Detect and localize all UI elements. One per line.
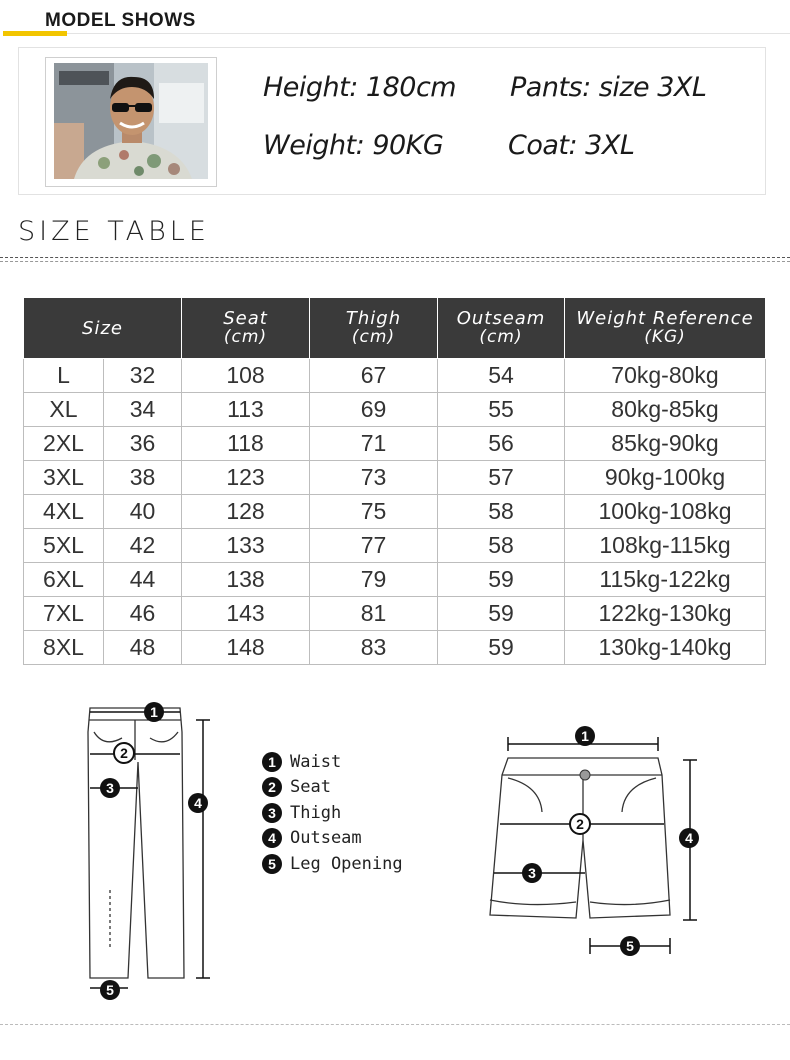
- header-thigh: Thigh (cm): [310, 298, 438, 359]
- cell-weight: 90kg-100kg: [565, 461, 766, 495]
- cell-num: 40: [104, 495, 182, 529]
- cell-num: 34: [104, 393, 182, 427]
- header-size: Size: [24, 298, 182, 359]
- shorts-diagram: [480, 720, 705, 960]
- table-row: [24, 393, 766, 427]
- cell-thigh: 71: [310, 427, 438, 461]
- title-accent-bar: [3, 31, 67, 36]
- legend-label: Waist: [290, 751, 342, 772]
- cell-seat: 128: [182, 495, 310, 529]
- cell-weight: 85kg-90kg: [565, 427, 766, 461]
- legend-number: 1: [262, 752, 282, 772]
- cell-outseam: 59: [438, 563, 565, 597]
- marker-1: 1: [150, 704, 158, 720]
- cell-weight: 115kg-122kg: [565, 563, 766, 597]
- cell-weight: 70kg-80kg: [565, 359, 766, 393]
- cell-seat: 148: [182, 631, 310, 665]
- cell-weight: 122kg-130kg: [565, 597, 766, 631]
- marker-2: 2: [120, 745, 128, 761]
- header-outseam: Outseam (cm): [438, 298, 565, 359]
- legend-number: 5: [262, 854, 282, 874]
- cell-thigh: 75: [310, 495, 438, 529]
- cell-size: XL: [24, 393, 104, 427]
- cell-thigh: 77: [310, 529, 438, 563]
- legend-number: 4: [262, 828, 282, 848]
- cell-size: 8XL: [24, 631, 104, 665]
- cell-seat: 143: [182, 597, 310, 631]
- cell-thigh: 79: [310, 563, 438, 597]
- cell-seat: 133: [182, 529, 310, 563]
- cell-thigh: 69: [310, 393, 438, 427]
- cell-thigh: 67: [310, 359, 438, 393]
- model-photo: [54, 63, 208, 179]
- model-shows-title: MODEL SHOWS: [45, 10, 196, 31]
- model-height: Height: 180cm: [263, 72, 457, 103]
- cell-weight: 130kg-140kg: [565, 631, 766, 665]
- marker-3: 3: [106, 780, 114, 796]
- cell-size: L: [24, 359, 104, 393]
- table-row: [24, 359, 766, 393]
- table-row: [24, 461, 766, 495]
- table-body: [24, 359, 766, 665]
- model-pants-size: Pants: size 3XL: [510, 72, 707, 103]
- legend-label: Outseam: [290, 828, 362, 849]
- cell-outseam: 54: [438, 359, 565, 393]
- legend-number: 2: [262, 777, 282, 797]
- header-weight: Weight Reference (KG): [565, 298, 766, 359]
- cell-size: 6XL: [24, 563, 104, 597]
- shorts-button-icon: [580, 770, 590, 780]
- section-divider-secondary: [0, 261, 790, 262]
- table-row: [24, 631, 766, 665]
- cell-outseam: 59: [438, 597, 565, 631]
- cell-seat: 138: [182, 563, 310, 597]
- cell-size: 5XL: [24, 529, 104, 563]
- cell-thigh: 73: [310, 461, 438, 495]
- cell-thigh: 83: [310, 631, 438, 665]
- table-row: [24, 597, 766, 631]
- cell-num: 46: [104, 597, 182, 631]
- table-row: [24, 495, 766, 529]
- size-table-title: SIZE TABLE: [18, 216, 210, 247]
- size-table: [23, 297, 766, 665]
- cell-outseam: 55: [438, 393, 565, 427]
- legend-item-seat: [262, 775, 403, 801]
- legend-item-thigh: [262, 800, 403, 826]
- cell-size: 3XL: [24, 461, 104, 495]
- shorts-marker-1: 1: [581, 728, 589, 744]
- cell-outseam: 57: [438, 461, 565, 495]
- legend-label: Seat: [290, 777, 331, 798]
- cell-weight: 100kg-108kg: [565, 495, 766, 529]
- legend-label: Leg Opening: [290, 853, 403, 874]
- table-header-row: [24, 298, 766, 359]
- legend-item-outseam: [262, 826, 403, 852]
- cell-num: 48: [104, 631, 182, 665]
- cell-seat: 113: [182, 393, 310, 427]
- shorts-marker-3: 3: [528, 865, 536, 881]
- cell-outseam: 58: [438, 495, 565, 529]
- cell-seat: 118: [182, 427, 310, 461]
- bottom-divider: [0, 1024, 790, 1025]
- cell-outseam: 58: [438, 529, 565, 563]
- cell-seat: 123: [182, 461, 310, 495]
- cell-num: 36: [104, 427, 182, 461]
- cell-thigh: 81: [310, 597, 438, 631]
- cell-weight: 80kg-85kg: [565, 393, 766, 427]
- marker-5: 5: [106, 982, 114, 998]
- cell-seat: 108: [182, 359, 310, 393]
- table-row: [24, 427, 766, 461]
- cell-outseam: 59: [438, 631, 565, 665]
- cell-num: 44: [104, 563, 182, 597]
- legend-number: 3: [262, 803, 282, 823]
- table-row: [24, 529, 766, 563]
- table-row: [24, 563, 766, 597]
- section-divider: [0, 257, 790, 258]
- cell-weight: 108kg-115kg: [565, 529, 766, 563]
- shorts-marker-5: 5: [626, 938, 634, 954]
- cell-num: 38: [104, 461, 182, 495]
- cell-num: 42: [104, 529, 182, 563]
- cell-outseam: 56: [438, 427, 565, 461]
- model-coat-size: Coat: 3XL: [508, 130, 635, 161]
- header-seat: Seat (cm): [182, 298, 310, 359]
- legend-label: Thigh: [290, 802, 342, 823]
- shorts-marker-4: 4: [685, 830, 693, 846]
- legend-item-waist: [262, 749, 403, 775]
- cell-size: 7XL: [24, 597, 104, 631]
- model-weight: Weight: 90KG: [263, 130, 444, 161]
- legend-item-leg-opening: [262, 851, 403, 877]
- pants-diagram: [80, 690, 220, 1005]
- cell-num: 32: [104, 359, 182, 393]
- shorts-marker-2: 2: [576, 816, 584, 832]
- cell-size: 2XL: [24, 427, 104, 461]
- measurement-legend: [262, 749, 403, 877]
- cell-size: 4XL: [24, 495, 104, 529]
- title-rule: [67, 33, 790, 34]
- marker-4: 4: [194, 795, 202, 811]
